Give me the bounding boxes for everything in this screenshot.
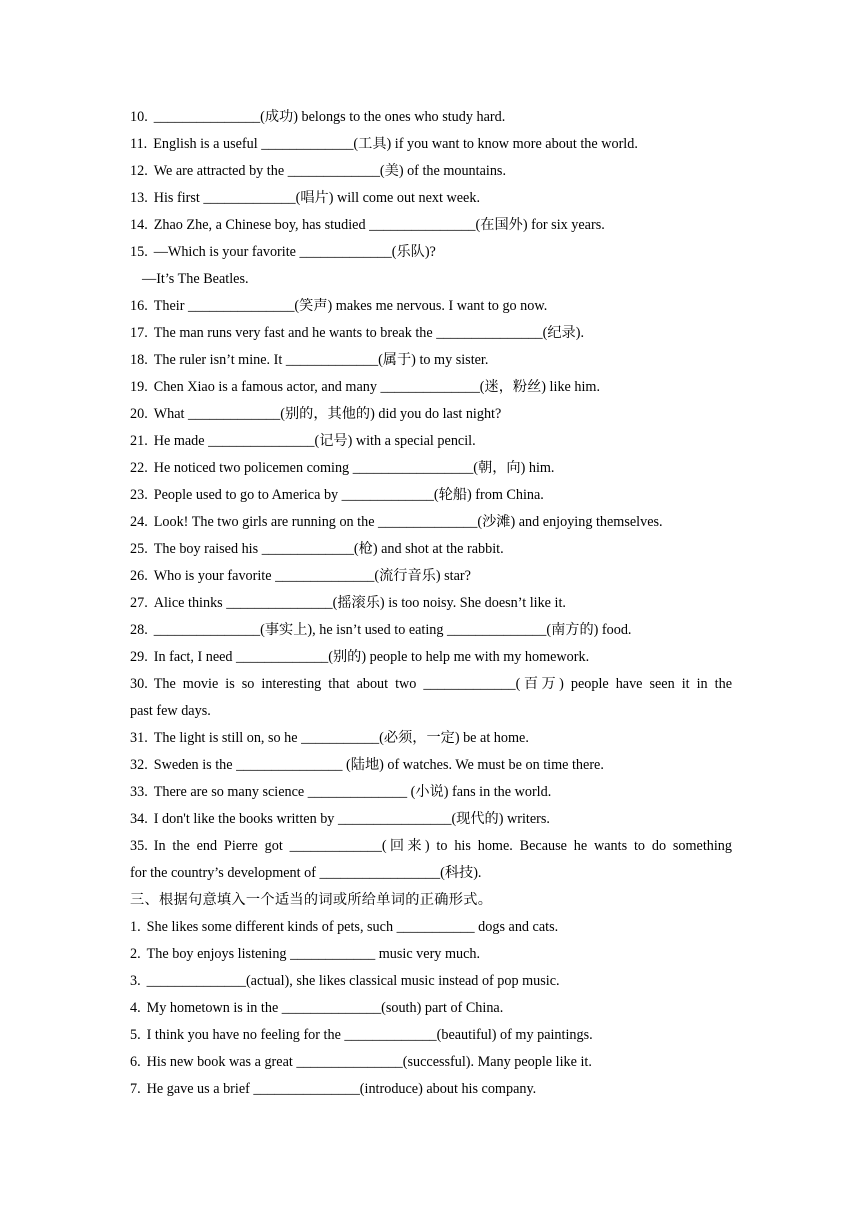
question-line: [130, 1022, 732, 1049]
question-number: 4.: [130, 1000, 141, 1016]
question-line: [130, 320, 732, 347]
question-text: _______________(成功) belongs to the ones who study hard.: [153, 109, 506, 125]
question-line: [130, 752, 732, 779]
question-line: [130, 617, 732, 644]
question-text: Who is your favorite ______________(流行音乐) star?: [153, 568, 471, 584]
question-line: [130, 1076, 732, 1103]
question-text: There are so many science ______________ (小说) fans in the world.: [153, 784, 552, 800]
question-line: [130, 185, 732, 212]
question-number: 22.: [130, 460, 148, 476]
question-number: 34.: [130, 811, 148, 827]
question-number: 11.: [130, 136, 148, 152]
question-number: 15.: [130, 244, 148, 260]
question-line: [130, 806, 732, 833]
question-text: Their _______________(笑声) makes me nervous. I want to go now.: [153, 298, 548, 314]
question-line: [130, 563, 732, 590]
question-number: 32.: [130, 757, 148, 773]
question-text: English is a useful _____________(工具) if you want to know more about the world.: [153, 136, 638, 152]
question-text: He made _______________(记号) with a special pencil.: [153, 433, 476, 449]
question-line: [130, 158, 732, 185]
question-line: [130, 671, 732, 698]
question-continuation: [130, 860, 732, 887]
question-number: 17.: [130, 325, 148, 341]
question-text: _______________(事实上), he isn’t used to eating ______________(南方的) food.: [153, 622, 632, 638]
question-line: [130, 644, 732, 671]
question-number: 23.: [130, 487, 148, 503]
question-number: 35.: [130, 838, 148, 854]
question-line: [130, 968, 732, 995]
question-number: 18.: [130, 352, 148, 368]
question-line: [130, 131, 732, 158]
question-text: Look! The two girls are running on the ______________(沙滩) and enjoying themselves.: [153, 514, 663, 530]
question-number: 29.: [130, 649, 148, 665]
question-text: for the country’s development of _________________(科技).: [130, 865, 482, 881]
question-text: In fact, I need _____________(别的) people to help me with my homework.: [153, 649, 590, 665]
question-number: 3.: [130, 973, 141, 989]
question-line: [130, 833, 732, 860]
question-number: 20.: [130, 406, 148, 422]
question-number: 13.: [130, 190, 148, 206]
question-text: We are attracted by the _____________(美) of the mountains.: [153, 163, 506, 179]
question-text: I think you have no feeling for the _____________(beautiful) of my paintings.: [146, 1027, 593, 1043]
question-number: 33.: [130, 784, 148, 800]
question-number: 6.: [130, 1054, 141, 1070]
question-text: What _____________(别的，其他的) did you do last night?: [153, 406, 502, 422]
question-line: [130, 509, 732, 536]
question-line: [130, 995, 732, 1022]
question-line: [130, 347, 732, 374]
question-line: [130, 212, 732, 239]
question-text: His first _____________(唱片) will come out next week.: [153, 190, 480, 206]
question-line: [130, 725, 732, 752]
question-text: The man runs very fast and he wants to break the _______________(纪录).: [153, 325, 584, 341]
question-number: 21.: [130, 433, 148, 449]
question-number: 14.: [130, 217, 148, 233]
question-line: [130, 104, 732, 131]
question-number: 24.: [130, 514, 148, 530]
question-number: 1.: [130, 919, 141, 935]
document-content: [130, 104, 732, 1103]
question-number: 7.: [130, 1081, 141, 1097]
question-text: Sweden is the _______________ (陆地) of watches. We must be on time there.: [153, 757, 604, 773]
question-text: Alice thinks _______________(摇滚乐) is too noisy. She doesn’t like it.: [153, 595, 566, 611]
answer-text: —It’s The Beatles.: [142, 271, 249, 287]
question-number: 31.: [130, 730, 148, 746]
question-number: 19.: [130, 379, 148, 395]
question-text: The light is still on, so he ___________(必须，一定) be at home.: [153, 730, 529, 746]
question-text: The boy raised his _____________(枪) and shot at the rabbit.: [153, 541, 504, 557]
question-line: [130, 590, 732, 617]
question-number: 26.: [130, 568, 148, 584]
question-number: 16.: [130, 298, 148, 314]
question-text: He noticed two policemen coming _________________(朝，向) him.: [153, 460, 555, 476]
question-text: He gave us a brief _______________(introduce) about his company.: [146, 1081, 537, 1097]
question-text: The ruler isn’t mine. It _____________(属于) to my sister.: [153, 352, 489, 368]
question-text: —Which is your favorite _____________(乐队)?: [153, 244, 436, 260]
question-number: 2.: [130, 946, 141, 962]
question-number: 5.: [130, 1027, 141, 1043]
question-text: People used to go to America by _____________(轮船) from China.: [153, 487, 544, 503]
section-heading: 三、根据句意填入一个适当的词或所给单词的正确形式。: [130, 892, 493, 908]
answer-line: [130, 266, 732, 293]
question-number: 12.: [130, 163, 148, 179]
question-text: His new book was a great _______________(successful). Many people like it.: [146, 1054, 592, 1070]
question-line: [130, 482, 732, 509]
question-text: Chen Xiao is a famous actor, and many ______________(迷，粉丝) like him.: [153, 379, 600, 395]
question-text: ______________(actual), she likes classical music instead of pop music.: [146, 973, 560, 989]
question-number: 28.: [130, 622, 148, 638]
question-line: [130, 455, 732, 482]
question-line: [130, 428, 732, 455]
question-line: [130, 914, 732, 941]
question-text: She likes some different kinds of pets, such ___________ dogs and cats.: [146, 919, 559, 935]
question-line: [130, 536, 732, 563]
question-number: 30.: [130, 676, 148, 692]
question-text: I don't like the books written by ________________(现代的) writers.: [153, 811, 550, 827]
question-text: The boy enjoys listening ____________ music very much.: [146, 946, 481, 962]
question-text: The movie is so interesting that about two _____________(百万) people have seen it in the: [153, 676, 732, 692]
question-text: My hometown is in the ______________(south) part of China.: [146, 1000, 504, 1016]
question-number: 10.: [130, 109, 148, 125]
question-line: [130, 941, 732, 968]
question-continuation: [130, 698, 732, 725]
question-number: 27.: [130, 595, 148, 611]
question-text: Zhao Zhe, a Chinese boy, has studied _______________(在国外) for six years.: [153, 217, 605, 233]
question-number: 25.: [130, 541, 148, 557]
question-line: [130, 239, 732, 266]
question-line: [130, 779, 732, 806]
question-line: [130, 293, 732, 320]
question-text: In the end Pierre got _____________(回来) to his home. Because he wants to do something: [153, 838, 732, 854]
question-line: [130, 401, 732, 428]
question-text: past few days.: [130, 703, 211, 719]
question-line: [130, 1049, 732, 1076]
question-line: [130, 374, 732, 401]
